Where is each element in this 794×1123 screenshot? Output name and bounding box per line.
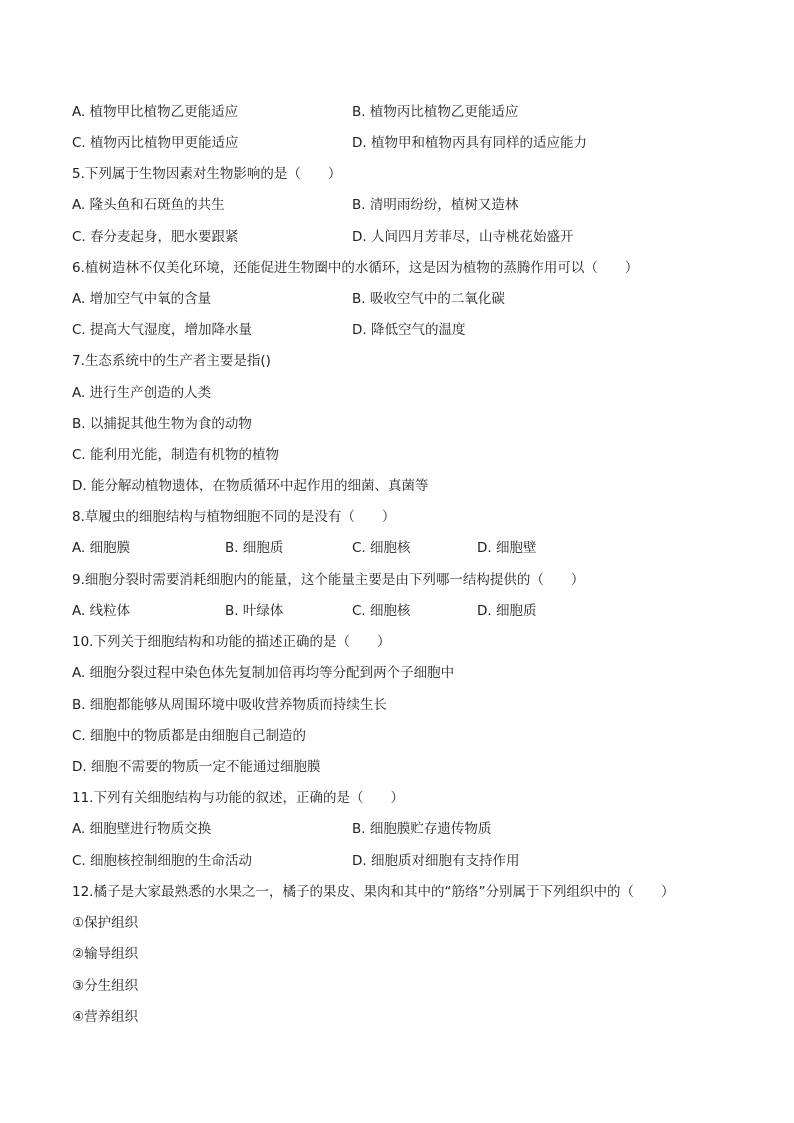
q6-option-b: B. 吸收空气中的二氧化碳 xyxy=(352,291,505,307)
q9-option-c: C. 细胞核 xyxy=(352,603,411,619)
q5-option-c: C. 春分麦起身，肥水要跟紧 xyxy=(72,229,239,245)
q7-stem: 7.生态系统中的生产者主要是指() xyxy=(72,353,271,369)
q8-option-b: B. 细胞质 xyxy=(225,540,284,556)
q4-option-c: C. 植物丙比植物甲更能适应 xyxy=(72,135,239,151)
q8-option-c: C. 细胞核 xyxy=(352,540,411,556)
q10-option-b: B. 细胞都能够从周围环境中吸收营养物质而持续生长 xyxy=(72,697,387,713)
q4-option-a: A. 植物甲比植物乙更能适应 xyxy=(72,104,239,120)
q5-option-d: D. 人间四月芳菲尽，山寺桃花始盛开 xyxy=(352,229,574,245)
q12-item-1: ①保护组织 xyxy=(72,915,139,931)
q5-option-a: A. 隆头鱼和石斑鱼的共生 xyxy=(72,197,225,213)
q5-option-b: B. 清明雨纷纷，植树又造林 xyxy=(352,197,519,213)
q8-stem: 8.草履虫的细胞结构与植物细胞不同的是没有（ ） xyxy=(72,509,396,525)
q4-option-d: D. 植物甲和植物丙具有同样的适应能力 xyxy=(352,135,587,151)
q12-stem: 12.橘子是大家最熟悉的水果之一，橘子的果皮、果肉和其中的“筋络”分别属于下列组织中的（ ） xyxy=(72,884,675,900)
q10-stem: 10.下列关于细胞结构和功能的描述正确的是（ ） xyxy=(72,634,391,650)
q5-stem: 5.下列属于生物因素对生物影响的是（ ） xyxy=(72,166,342,182)
q9-option-b: B. 叶绿体 xyxy=(225,603,284,619)
q6-stem: 6.植树造林不仅美化环境，还能促进生物圈中的水循环，这是因为植物的蒸腾作用可以（ ） xyxy=(72,260,639,276)
q8-option-a: A. 细胞膜 xyxy=(72,540,131,556)
q10-option-a: A. 细胞分裂过程中染色体先复制加倍再均等分配到两个子细胞中 xyxy=(72,665,455,681)
q9-option-a: A. 线粒体 xyxy=(72,603,131,619)
q12-item-4: ④营养组织 xyxy=(72,1009,139,1025)
q11-option-d: D. 细胞质对细胞有支持作用 xyxy=(352,853,520,869)
q7-option-b: B. 以捕捉其他生物为食的动物 xyxy=(72,416,252,432)
q4-option-b: B. 植物丙比植物乙更能适应 xyxy=(352,104,519,120)
q9-option-d: D. 细胞质 xyxy=(477,603,537,619)
q6-option-c: C. 提高大气湿度，增加降水量 xyxy=(72,322,253,338)
q11-option-b: B. 细胞膜贮存遗传物质 xyxy=(352,821,492,837)
q12-item-2: ②输导组织 xyxy=(72,946,139,962)
q12-item-3: ③分生组织 xyxy=(72,978,139,994)
q11-stem: 11.下列有关细胞结构与功能的叙述，正确的是（ ） xyxy=(72,790,404,806)
q7-option-d: D. 能分解动植物遗体，在物质循环中起作用的细菌、真菌等 xyxy=(72,478,429,494)
q9-stem: 9.细胞分裂时需要消耗细胞内的能量，这个能量主要是由下列哪一结构提供的（ ） xyxy=(72,572,585,588)
q11-option-c: C. 细胞核控制细胞的生命活动 xyxy=(72,853,253,869)
q10-option-c: C. 细胞中的物质都是由细胞自己制造的 xyxy=(72,728,307,744)
q11-option-a: A. 细胞壁进行物质交换 xyxy=(72,821,212,837)
q10-option-d: D. 细胞不需要的物质一定不能通过细胞膜 xyxy=(72,759,321,775)
q8-option-d: D. 细胞壁 xyxy=(477,540,537,556)
q6-option-a: A. 增加空气中氧的含量 xyxy=(72,291,212,307)
q6-option-d: D. 降低空气的温度 xyxy=(352,322,466,338)
q7-option-c: C. 能利用光能，制造有机物的植物 xyxy=(72,447,280,463)
q7-option-a: A. 进行生产创造的人类 xyxy=(72,385,212,401)
